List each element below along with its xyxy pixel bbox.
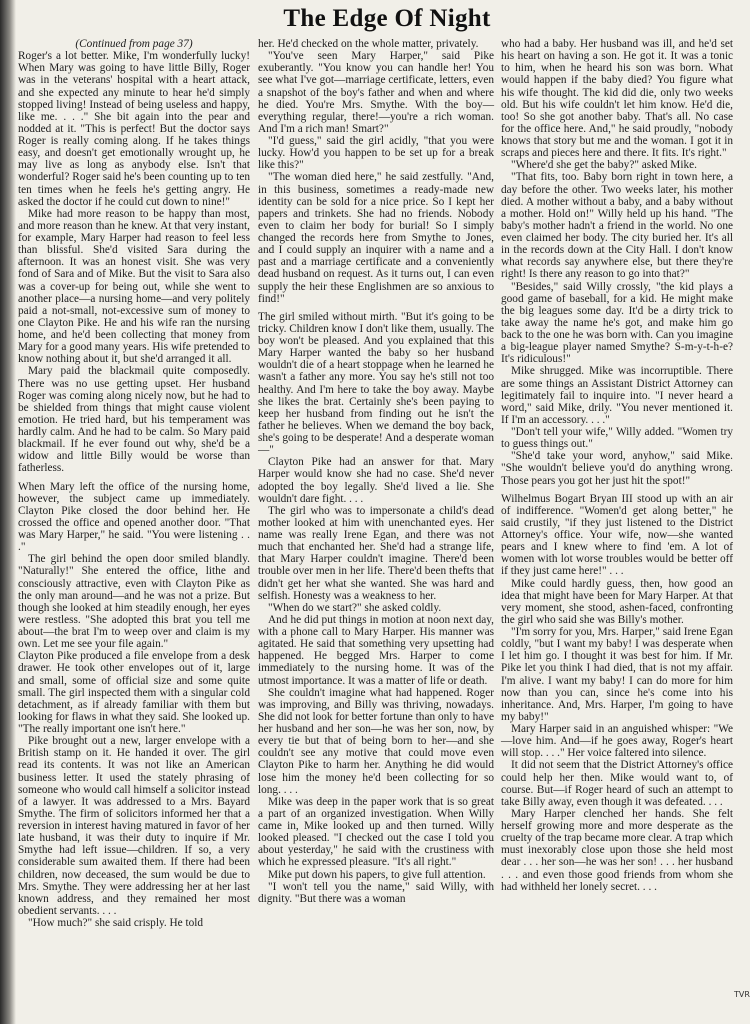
paragraph: "You've seen Mary Harper," said Pike exuberantly. "You know you can handle her! You see what I've got—marriage certificate, letters, even a snapshot of the boy's father and when and where he died. You're Mrs. Smythe. With the boy—everything regular, there!—you're a rich woman. And I'm a rich man! Smart?"	[258, 50, 494, 135]
paragraph: Clayton Pike had an answer for that. Mary Harper would know she had no case. She'd never adopted the boy legally. She'd lived a lie. She wouldn't dare fight. . . .	[258, 456, 494, 505]
paragraph: It did not seem that the District Attorney's office could help her then. Mike would want to, of course. But—if Roger heard of such an attempt to take Billy away, even though it was defeated. . . .	[501, 759, 733, 808]
continued-note: (Continued from page 37)	[75, 38, 193, 50]
paragraph: When Mary left the office of the nursing home, however, the subject came up immediately. Clayton Pike closed the door behind her. He crossed the office and opened another door. "That was Mary Harper," he said. "You were listening . . ."	[18, 480, 250, 554]
text-column-2	[258, 38, 494, 1016]
paragraph: Mike had more reason to be happy than most, and more reason than he knew. At that very instant, for example, Mary Harper had reason to feel less than blissful. She'd visited Sara during the afternoon. It was an honest visit. She was very fond of Sara and of Mike. But the visit to Sara also was a cover-up for being out, while she went to another place—a nursing home—and very politely paid a not-small, not-excessive sum of money to one Clayton Pike. He and his wife ran the nursing home, and he'd been collecting that money from Mary for a good many years. His wife pretended to know nothing about it, but she'd arranged it all.	[18, 207, 250, 366]
paragraph: Roger's a lot better. Mike, I'm wonderfully lucky! When Mary was going to have little Billy, Roger was in the veterans' hospital with a heart attack, and she expected any minute to hear he'd simply stopped living! Instead of being useless and happy, like me. . . ." She bit again into the pear and nodded at it. "This is perfect! But the doctor says Roger is really coming along. If he takes things easy, and doesn't get emotionally wrought up, he may live as long as anybody else. Isn't that wonderful? Roger said he's been counting up to ten ten times when he feels he's getting angry. He asked the doctor if he could cut down to nine!"	[18, 50, 250, 208]
paragraph: Pike brought out a new, larger envelope with a British stamp on it. He handed it over. The girl read its contents. It was not like an American business letter. It used the stately phrasing of someone who would call himself a solicitor instead of a lawyer. It was addressed to a Mrs. Bayard Smythe. The firm of solicitors informed her that a reversion in interest having matured in favor of her late husband, it was their duty to inquire if Mr. Smythe had left issue—children. If so, a very considerable sum awaited them. If there had been children, now deceased, the sum would be due to Mrs. Smythe. They were addressing her at her last known address, and they remained her most obedient servants. . . .	[18, 735, 250, 917]
paragraph: "Where'd she get the baby?" asked Mike.	[511, 159, 697, 172]
paragraph: "I won't tell you the name," said Willy, with dignity. "But there was a woman	[258, 880, 494, 905]
paragraph: "I'm sorry for you, Mrs. Harper," said Irene Egan coldly, "but I want my baby! I was desperate when I let him go. I thought it was best for him. If Mr. Pike let you think I had died, that is not my affair. I'm alive. I want my baby! I can do more for him now than you can, since he's come into his inheritance. And, Mrs. Harper, I'm going to have my baby!"	[501, 626, 733, 723]
text-column-3	[501, 38, 733, 1016]
page-binding-shadow	[0, 0, 16, 1024]
paragraph: "When do we start?" she asked coldly.	[268, 601, 442, 614]
paragraph: "Don't tell your wife," Willy added. "Women try to guess things out."	[501, 426, 733, 451]
paragraph: Clayton Pike produced a file envelope from a desk drawer. He took other envelopes out of it, large and small, some of official size and some quite small. The girl inspected them with a singular cold detachment, as if already familiar with them but looking for flaws in what they said. She looked up. "The really important one isn't here."	[18, 650, 250, 735]
paragraph: The girl smiled without mirth. "But it's going to be tricky. Children know I don't like them, usually. The boy won't be pleased. And you explained that this Mary Harper wanted the baby so her husband wouldn't die of a heart stoppage when he learned he wasn't a father any more. You say he's still not too healthy. And I'm here to take the boy away. Maybe she likes the brat. Certainly she's been paying to keep her husband from finding out he isn't the father he believes. When we demand the boy back, she's going to be desperate! And a desperate woman—"	[258, 310, 494, 457]
paragraph: "Besides," said Willy crossly, "the kid plays a good game of baseball, for a kid. He might make the big leagues some day. It'd be a dirty trick to take away the name he's got, and make him go back to the one he was born with. Can you imagine a big-league player named Smythe? S-m-y-t-h-e? It's ridiculous!"	[501, 280, 733, 366]
story-title: The Edge Of Night	[283, 5, 491, 32]
paragraph: "How much?" she said crisply. He told	[28, 917, 204, 929]
paragraph: Wilhelmus Bogart Bryan III stood up with an air of indifference. "Women'd get along better," he said crustily, "if they just listened to the District Attorney's office. Your wife, now—she wanted pears and I knew where to find 'em. A lot of women with lot worse troubles would be better off if they just came here!" . . .	[501, 492, 733, 578]
paragraph: who had a baby. Her husband was ill, and he'd set his heart on having a son. He got it. It was a tonic to him, when he heard his son was born. What would happen if the baby died? You figure what his wife thought. The kid did die, only two weeks old. But his wife couldn't let him know. He'd die, too! So she got another baby. That's all. No case for the office here. And," he said proudly, "nobody knows that story but me and the woman. I got it in scraps and pieces here and there. It fits. It's right."	[501, 38, 733, 160]
paragraph: Mike was deep in the paper work that is so great a part of an organized investigation. When Willy came in, Mike looked up and then turned. Willy looked pleased. "I checked out the case I told you about yesterday," he said with the crustiness with which he expressed pleasure. "It's all right."	[258, 795, 494, 869]
paragraph: Mary Harper clenched her hands. She felt herself growing more and more desperate as the cruelty of the trap became more clear. A trap which must inexorably close upon those she held most dear . . . her son—he was her son! . . . her husband . . . and even those good friends from whom she had withheld her lonely secret. . . .	[501, 807, 733, 893]
paragraph: "That fits, too. Baby born right in town here, a day before the other. Two weeks later, his mother died. A mother without a baby, and a baby without a mother. Hold on!" Willy held up his hand. "The baby's mother hadn't a friend in the world. No one even claimed her body. The city buried her. It's all in the records down at the City Hall. I don't know what records say anywhere else, but there they're right! Is there any reason to go into that?"	[501, 171, 733, 281]
paragraph: Mike could hardly guess, then, how good an idea that might have been for Mary Harper. At that very moment, she stood, ashen-faced, confronting the girl who said she was Billy's mother.	[501, 577, 733, 626]
paragraph: Mary paid the blackmail quite composedly. There was no use getting upset. Her husband Roger was coming along nicely now, but he had to be shielded from things that might cause violent emotion. He tried hard, but his temperament was hardly calm. And he had to be calm. So Mary paid blackmail. If he ever found out why, she'd be a widow and little Billy would be worse than fatherless.	[18, 365, 250, 475]
paragraph: And he did put things in motion at noon next day, with a phone call to Mary Harper. His manner was agitated. He said that something very upsetting had happened. He begged Mrs. Harper to come immediately to the nursing home. It was of the utmost importance. It was a matter of life or death.	[258, 613, 494, 687]
paragraph: Mike shrugged. Mike was incorruptible. There are some things an Assistant District Attorney can legitimately fail to inquire into. "I never heard a word," said Mike, drily. "You never mentioned it. If I'm an accessory. . . ."	[501, 365, 733, 426]
paragraph: "I'd guess," said the girl acidly, "that you were lucky. How'd you happen to be set up for a break like this?"	[258, 135, 494, 172]
paragraph: The girl who was to impersonate a child's dead mother looked at him with unenchanted eyes. Her name was really Irene Egan, and there was not much that enchanted her. She'd had a strange life, that Mary Harper couldn't imagine. There'd been trouble over men in her life. There'd been thefts that didn't get her what she wanted. She was hard and selfish. Honesty was a weakness to her.	[258, 504, 494, 602]
magazine-side-tag: TVR	[734, 990, 750, 999]
paragraph: Mike put down his papers, to give full attention.	[268, 868, 486, 881]
paragraph: The girl behind the open door smiled blandly. "Naturally!" She entered the office, lithe and consciously attractive, even with Clayton Pike as the only man around—and he was not a prize. But though she looked at him steadily enough, her eyes were restless. "She adopted this brat you tell me about—the brat I'm to weep over and claim is my own. Let me see your file again."	[18, 553, 250, 651]
paragraph: She couldn't imagine what had happened. Roger was improving, and Billy was thriving, nowadays. She did not look for better fortune than only to have her husband and her son—he was her son, now, by every tie but that of being born to her—and she couldn't see any motive that could move even Clayton Pike to harm her. Anything he did would lose him the money he'd been collecting for so long. . . .	[258, 686, 494, 796]
paragraph: Mary Harper said in an anguished whisper: "We—love him. And—if he goes away, Roger's heart will stop. . . ." Her voice faltered into silence.	[501, 723, 733, 760]
paragraph: "The woman died here," he said zestfully. "And, in this business, sometimes a ready-made new identity can be sold for a nice price. So I kept her papers and trinkets. She had no friends. Nobody even to claim her body for burial! So I simply changed the records here from Smythe to Jones, and I could supply an inquirer with a name and a past and a marriage certificate and a conveniently dead husband on request. As it turns out, I can even supply the heir these Englishmen are so anxious to find!"	[258, 171, 494, 305]
text-column-1	[18, 38, 250, 1016]
paragraph: her. He'd checked on the whole matter, privately.	[258, 38, 479, 50]
paragraph: "She'd take your word, anyhow," said Mike. "She wouldn't believe you'd do anything wrong. Those pears you got her just hit the spot!"	[501, 450, 733, 487]
